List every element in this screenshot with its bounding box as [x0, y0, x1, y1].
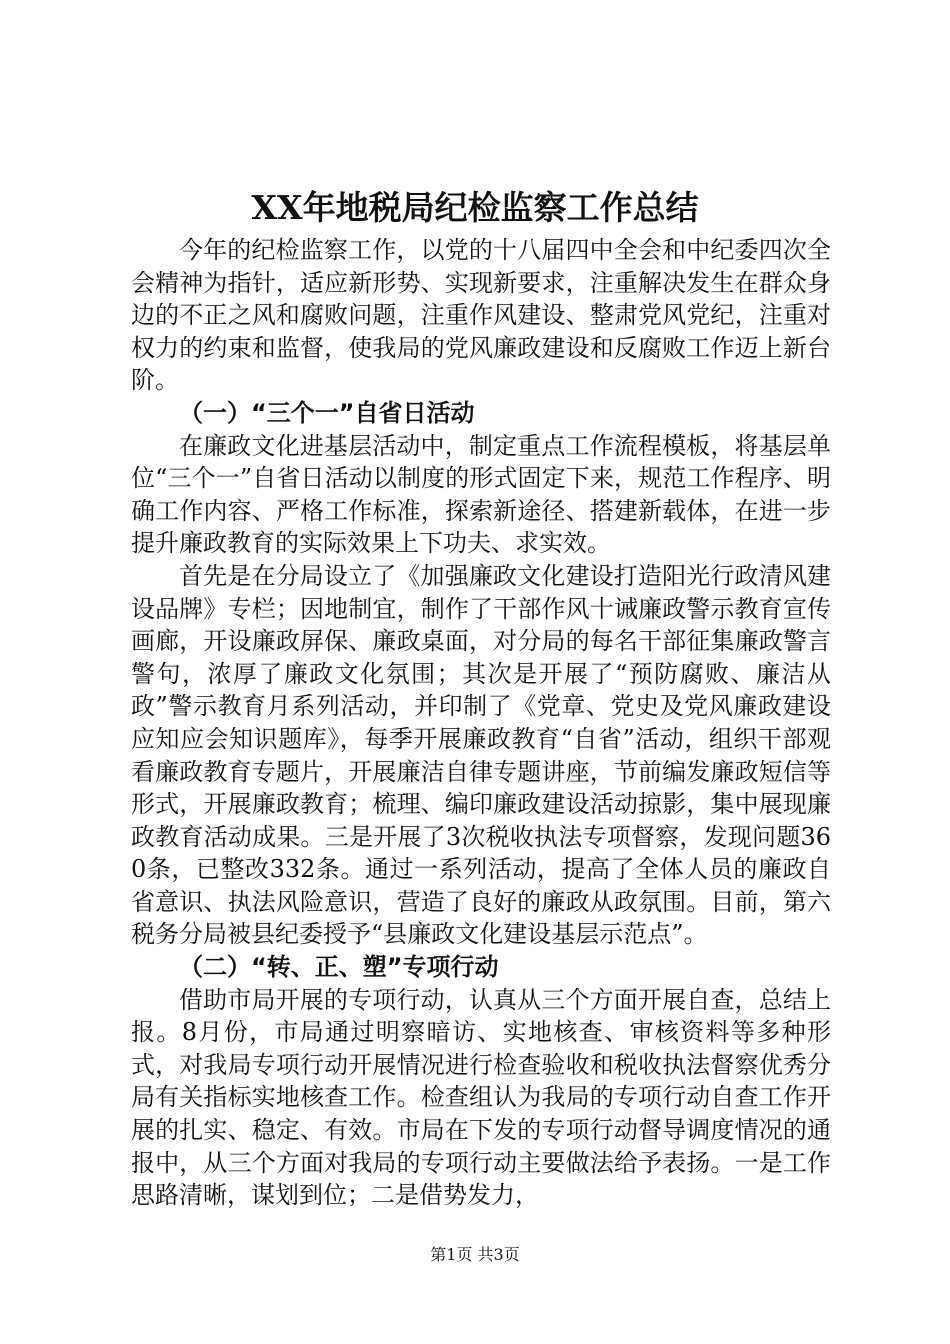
section-1-paragraph-1: 在廉政文化进基层活动中，制定重点工作流程模板，将基层单位“三个一”自省日活动以制度的形式固定下来，规范工作程序、明确工作内容、严格工作标准，探索新途径、搭建新载体，在进一步提升廉政教育的实际效果上下功夫、求实效。 [131, 431, 831, 558]
section-1-paragraph-2: 首先是在分局设立了《加强廉政文化建设打造阳光行政清风建设品牌》专栏；因地制宜，制作了干部作风十诫廉政警示教育宣传画廊，开设廉政屏保、廉政桌面，对分局的每名干部征集廉政警言警句，浓厚了廉政文化氛围；其次是开展了“预防腐败、廉洁从政”警示教育月系列活动，并印制了《党章、党史及党风廉政建设应知应会知识题库》，每季开展廉政教育“自省”活动，组织干部观看廉政教育专题片，开展廉洁自律专题讲座，节前编发廉政短信等形式，开展廉政教育；梳理、编印廉政建设活动掠影，集中展现廉政教育活动成果。三是开展了3次税收执法专项督察，发现问题360条，已整改332条。通过一系列活动，提高了全体人员的廉政自省意识、执法风险意识，营造了良好的廉政从政氛围。目前，第六税务分局被县纪委授予“县廉政文化建设基层示范点”。 [131, 561, 831, 949]
page-footer: 第1页 共3页 [430, 1245, 520, 1264]
document-body [131, 234, 831, 1212]
section-2-paragraph-1: 借助市局开展的专项行动，认真从三个方面开展自查，总结上报。8月份，市局通过明察暗访、实地核查、审核资料等多种形式，对我局专项行动开展情况进行检查验收和税收执法督察优秀分局有关指标实地核查工作。检查组认为我局的专项行动自查工作开展的扎实、稳定、有效。市局在下发的专项行动督导调度情况的通报中，从三个方面对我局的专项行动主要做法给予表扬。一是工作思路清晰，谋划到位；二是借势发力， [131, 985, 831, 1210]
document-title: XX年地税局纪检监察工作总结 [251, 188, 699, 227]
intro-paragraph: 今年的纪检监察工作，以党的十八届四中全会和中纪委四次全会精神为指针，适应新形势、实现新要求，注重解决发生在群众身边的不正之风和腐败问题，注重作风建设、整肃党风党纪，注重对权力的约束和监督，使我局的党风廉政建设和反腐败工作迈上新台阶。 [131, 236, 831, 395]
section-heading-2: （二）“转、正、塑”专项行动 [179, 953, 499, 982]
section-heading-1: （一）“三个一”自省日活动 [179, 398, 475, 427]
